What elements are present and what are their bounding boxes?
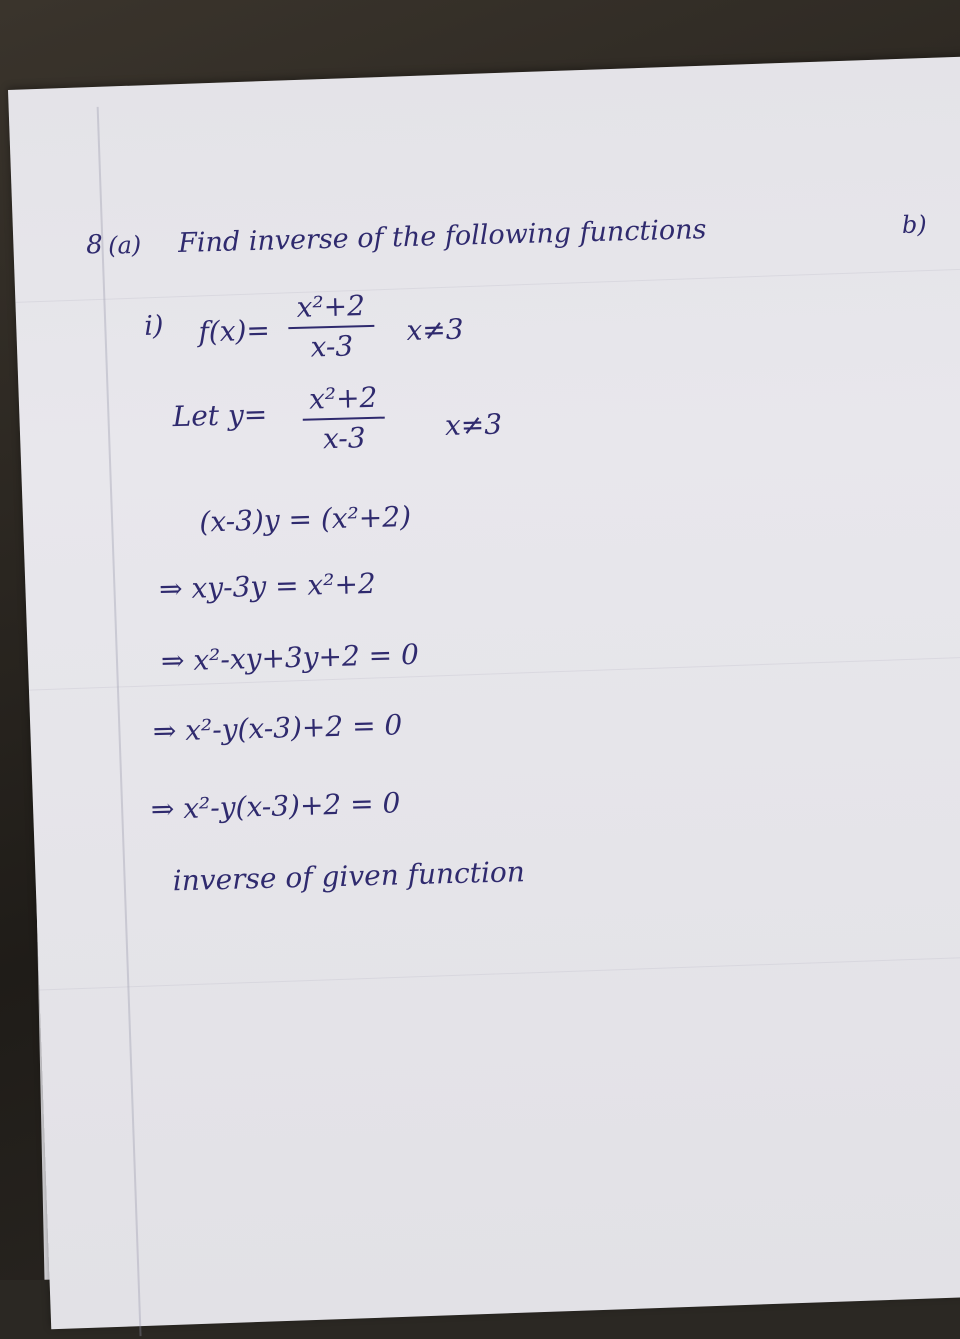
question-number: 8 bbox=[85, 229, 104, 261]
question-side-label: b) bbox=[901, 210, 927, 239]
function-condition: x≠3 bbox=[406, 312, 464, 348]
function-fraction bbox=[287, 289, 375, 365]
function-denominator: x-3 bbox=[310, 329, 354, 364]
step-line: (x-3)y = (x²+2) bbox=[198, 499, 412, 539]
question-heading: Find inverse of the following functions bbox=[177, 214, 707, 259]
item-label: i) bbox=[143, 310, 164, 342]
let-fraction bbox=[302, 381, 386, 457]
let-denominator: x-3 bbox=[322, 421, 366, 456]
let-numerator: x²+2 bbox=[308, 380, 378, 416]
let-lhs: Let y= bbox=[172, 397, 268, 434]
function-lhs: f(x)= bbox=[198, 313, 271, 349]
step-line: ⇒ x²-y(x-3)+2 = 0 bbox=[152, 708, 403, 748]
question-part: (a) bbox=[107, 230, 142, 260]
step-line: ⇒ x²-xy+3y+2 = 0 bbox=[160, 637, 420, 678]
step-line: ⇒ xy-3y = x²+2 bbox=[158, 566, 377, 606]
conclusion-text: inverse of given function bbox=[172, 855, 526, 898]
function-numerator: x²+2 bbox=[296, 289, 366, 324]
step-line: ⇒ x²-y(x-3)+2 = 0 bbox=[150, 786, 401, 826]
let-condition: x≠3 bbox=[444, 407, 503, 443]
